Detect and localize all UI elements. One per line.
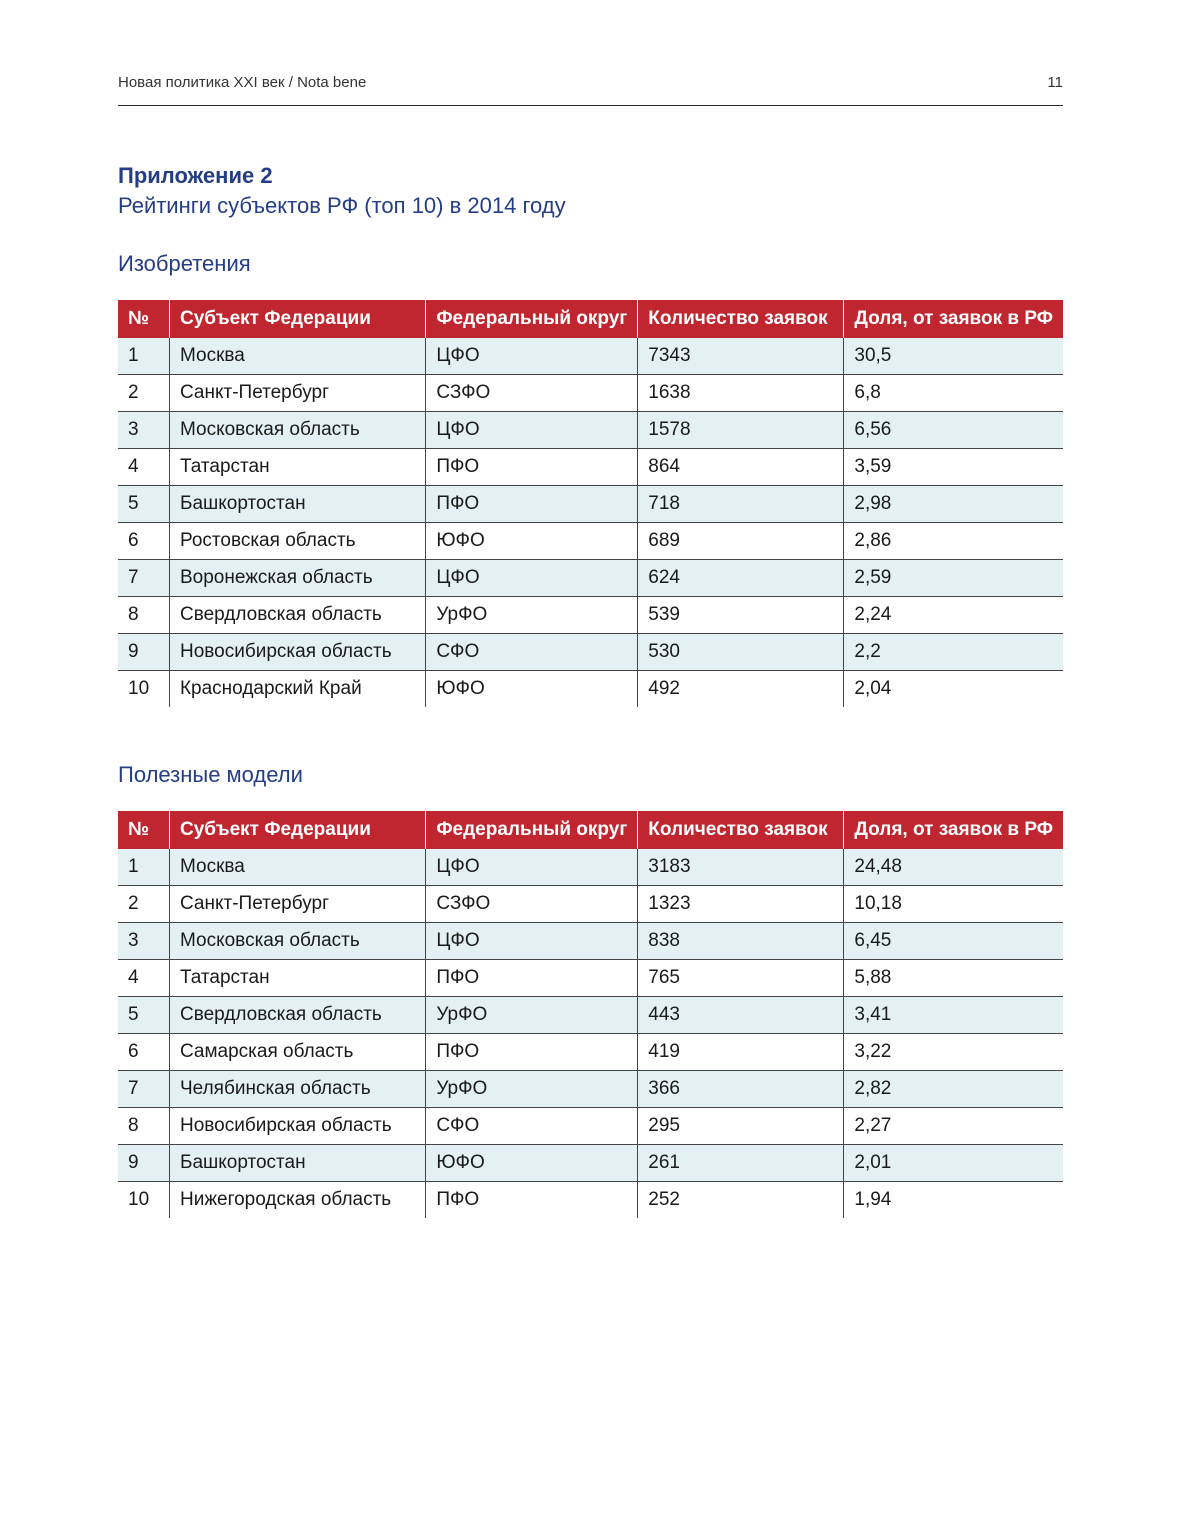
table-row xyxy=(118,597,1063,634)
region-cell: Татарстан xyxy=(169,960,425,997)
column-header: Федеральный округ xyxy=(426,811,638,849)
table-row xyxy=(118,1145,1063,1182)
table-row xyxy=(118,523,1063,560)
region-cell: Свердловская область xyxy=(169,997,425,1034)
share-cell: 2,27 xyxy=(844,1108,1063,1145)
rank-cell: 6 xyxy=(118,1034,169,1071)
count-cell: 1323 xyxy=(638,886,844,923)
table-row xyxy=(118,997,1063,1034)
running-header xyxy=(118,72,1063,106)
count-cell: 7343 xyxy=(638,338,844,375)
district-cell: ЮФО xyxy=(426,523,638,560)
table-row xyxy=(118,338,1063,375)
column-header: Субъект Федерации xyxy=(169,300,425,338)
rank-cell: 9 xyxy=(118,634,169,671)
district-cell: ПФО xyxy=(426,1034,638,1071)
share-cell: 2,86 xyxy=(844,523,1063,560)
region-cell: Башкортостан xyxy=(169,486,425,523)
rank-cell: 8 xyxy=(118,597,169,634)
region-cell: Московская область xyxy=(169,412,425,449)
table-row xyxy=(118,412,1063,449)
region-cell: Новосибирская область xyxy=(169,634,425,671)
share-cell: 3,59 xyxy=(844,449,1063,486)
district-cell: ЦФО xyxy=(426,923,638,960)
district-cell: ЦФО xyxy=(426,560,638,597)
count-cell: 419 xyxy=(638,1034,844,1071)
count-cell: 3183 xyxy=(638,849,844,886)
region-cell: Татарстан xyxy=(169,449,425,486)
count-cell: 624 xyxy=(638,560,844,597)
appendix-subtitle: Рейтинги субъектов РФ (топ 10) в 2014 году xyxy=(118,193,566,218)
rank-cell: 10 xyxy=(118,1182,169,1219)
rank-cell: 1 xyxy=(118,338,169,375)
page-number: 11 xyxy=(1047,74,1063,91)
district-cell: УрФО xyxy=(426,1071,638,1108)
district-cell: СФО xyxy=(426,1108,638,1145)
share-cell: 6,56 xyxy=(844,412,1063,449)
publication-title: Новая политика XXI век / Nota bene xyxy=(118,74,367,91)
count-cell: 689 xyxy=(638,523,844,560)
table-row xyxy=(118,671,1063,708)
count-cell: 443 xyxy=(638,997,844,1034)
count-cell: 1638 xyxy=(638,375,844,412)
count-cell: 864 xyxy=(638,449,844,486)
district-cell: ЮФО xyxy=(426,671,638,708)
table-row xyxy=(118,1182,1063,1219)
column-header: № xyxy=(118,300,169,338)
count-cell: 765 xyxy=(638,960,844,997)
table-row xyxy=(118,1108,1063,1145)
share-cell: 2,2 xyxy=(844,634,1063,671)
column-header: Федеральный округ xyxy=(426,300,638,338)
appendix-title: Приложение 2 xyxy=(118,163,273,188)
share-cell: 10,18 xyxy=(844,886,1063,923)
rank-cell: 4 xyxy=(118,449,169,486)
district-cell: ПФО xyxy=(426,449,638,486)
region-cell: Свердловская область xyxy=(169,597,425,634)
table-row xyxy=(118,560,1063,597)
region-cell: Санкт-Петербург xyxy=(169,886,425,923)
district-cell: ПФО xyxy=(426,486,638,523)
share-cell: 24,48 xyxy=(844,849,1063,886)
rank-cell: 9 xyxy=(118,1145,169,1182)
table-row xyxy=(118,486,1063,523)
region-cell: Воронежская область xyxy=(169,560,425,597)
rank-cell: 2 xyxy=(118,375,169,412)
region-cell: Краснодарский Край xyxy=(169,671,425,708)
rank-cell: 3 xyxy=(118,923,169,960)
share-cell: 3,41 xyxy=(844,997,1063,1034)
section-title-inventions: Изобретения xyxy=(118,251,251,276)
count-cell: 366 xyxy=(638,1071,844,1108)
region-cell: Новосибирская область xyxy=(169,1108,425,1145)
rank-cell: 8 xyxy=(118,1108,169,1145)
region-cell: Москва xyxy=(169,849,425,886)
column-header: Количество заявок xyxy=(638,300,844,338)
share-cell: 6,45 xyxy=(844,923,1063,960)
district-cell: УрФО xyxy=(426,597,638,634)
table-row xyxy=(118,449,1063,486)
utility-models-table xyxy=(118,811,1063,1218)
column-header: Доля, от заявок в РФ xyxy=(844,811,1063,849)
count-cell: 295 xyxy=(638,1108,844,1145)
count-cell: 539 xyxy=(638,597,844,634)
region-cell: Башкортостан xyxy=(169,1145,425,1182)
table-row xyxy=(118,886,1063,923)
region-cell: Нижегородская область xyxy=(169,1182,425,1219)
table-row xyxy=(118,1034,1063,1071)
table-header-row xyxy=(118,300,1063,338)
table-row xyxy=(118,849,1063,886)
rank-cell: 5 xyxy=(118,997,169,1034)
count-cell: 252 xyxy=(638,1182,844,1219)
rank-cell: 6 xyxy=(118,523,169,560)
rank-cell: 3 xyxy=(118,412,169,449)
share-cell: 2,24 xyxy=(844,597,1063,634)
section-title-utility-models: Полезные модели xyxy=(118,762,303,787)
region-cell: Ростовская область xyxy=(169,523,425,560)
table-row xyxy=(118,960,1063,997)
region-cell: Челябинская область xyxy=(169,1071,425,1108)
share-cell: 5,88 xyxy=(844,960,1063,997)
column-header: Субъект Федерации xyxy=(169,811,425,849)
rank-cell: 1 xyxy=(118,849,169,886)
share-cell: 2,01 xyxy=(844,1145,1063,1182)
district-cell: ЦФО xyxy=(426,338,638,375)
count-cell: 530 xyxy=(638,634,844,671)
district-cell: ПФО xyxy=(426,960,638,997)
share-cell: 2,04 xyxy=(844,671,1063,708)
rank-cell: 10 xyxy=(118,671,169,708)
rank-cell: 7 xyxy=(118,1071,169,1108)
count-cell: 838 xyxy=(638,923,844,960)
share-cell: 1,94 xyxy=(844,1182,1063,1219)
district-cell: ПФО xyxy=(426,1182,638,1219)
table-row xyxy=(118,634,1063,671)
count-cell: 1578 xyxy=(638,412,844,449)
district-cell: ЮФО xyxy=(426,1145,638,1182)
rank-cell: 7 xyxy=(118,560,169,597)
district-cell: СЗФО xyxy=(426,375,638,412)
table-row xyxy=(118,1071,1063,1108)
district-cell: УрФО xyxy=(426,997,638,1034)
column-header: Доля, от заявок в РФ xyxy=(844,300,1063,338)
share-cell: 2,82 xyxy=(844,1071,1063,1108)
rank-cell: 4 xyxy=(118,960,169,997)
table-row xyxy=(118,375,1063,412)
share-cell: 2,59 xyxy=(844,560,1063,597)
rank-cell: 5 xyxy=(118,486,169,523)
region-cell: Самарская область xyxy=(169,1034,425,1071)
district-cell: ЦФО xyxy=(426,849,638,886)
share-cell: 2,98 xyxy=(844,486,1063,523)
column-header: Количество заявок xyxy=(638,811,844,849)
count-cell: 492 xyxy=(638,671,844,708)
district-cell: СЗФО xyxy=(426,886,638,923)
count-cell: 718 xyxy=(638,486,844,523)
share-cell: 3,22 xyxy=(844,1034,1063,1071)
rank-cell: 2 xyxy=(118,886,169,923)
region-cell: Санкт-Петербург xyxy=(169,375,425,412)
district-cell: ЦФО xyxy=(426,412,638,449)
table-header-row xyxy=(118,811,1063,849)
count-cell: 261 xyxy=(638,1145,844,1182)
region-cell: Московская область xyxy=(169,923,425,960)
table-row xyxy=(118,923,1063,960)
region-cell: Москва xyxy=(169,338,425,375)
share-cell: 30,5 xyxy=(844,338,1063,375)
district-cell: СФО xyxy=(426,634,638,671)
column-header: № xyxy=(118,811,169,849)
share-cell: 6,8 xyxy=(844,375,1063,412)
inventions-table xyxy=(118,300,1063,707)
